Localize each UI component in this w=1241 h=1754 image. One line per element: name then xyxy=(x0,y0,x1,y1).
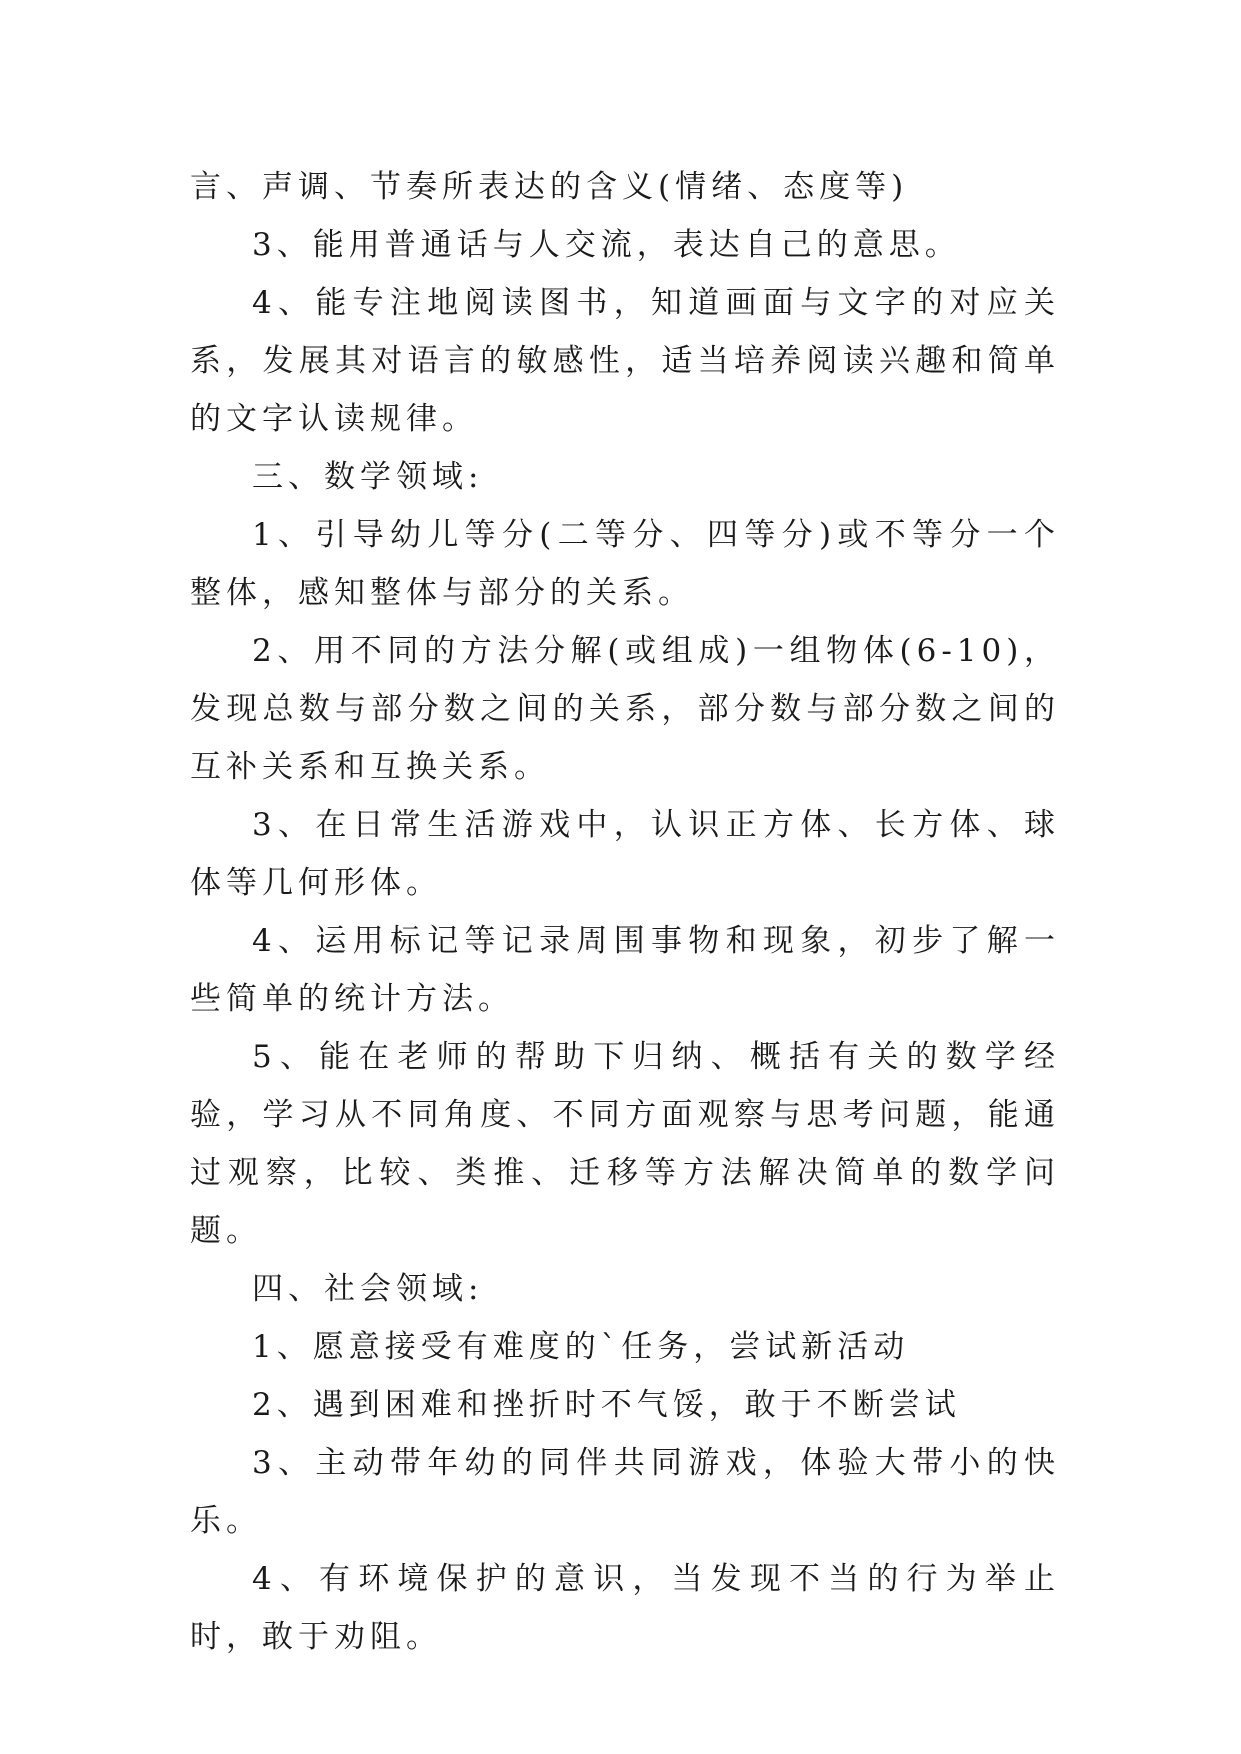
paragraph: 5、能在老师的帮助下归纳、概括有关的数学经验，学习从不同角度、不同方面观察与思考问题，能通过观察，比较、类推、迁移等方法解决简单的数学问题。 xyxy=(190,1039,1060,1249)
paragraph: 言、声调、节奏所表达的含义(情绪、态度等) xyxy=(190,169,909,205)
section-heading: 三、数学领域: xyxy=(252,459,484,495)
section-heading: 四、社会领域: xyxy=(252,1271,484,1307)
paragraph: 1、愿意接受有难度的`任务，尝试新活动 xyxy=(252,1329,910,1365)
paragraph: 4、有环境保护的意识，当发现不当的行为举止时，敢于劝阻。 xyxy=(190,1561,1060,1655)
document-body xyxy=(190,158,1060,1666)
paragraph: 2、遇到困难和挫折时不气馁，敢于不断尝试 xyxy=(252,1387,961,1423)
paragraph: 4、能专注地阅读图书，知道画面与文字的对应关系，发展其对语言的敏感性，适当培养阅读兴趣和简单的文字认读规律。 xyxy=(190,285,1060,437)
paragraph: 4、运用标记等记录周围事物和现象，初步了解一些简单的统计方法。 xyxy=(190,923,1060,1017)
paragraph: 3、主动带年幼的同伴共同游戏，体验大带小的快乐。 xyxy=(190,1445,1060,1539)
paragraph: 3、能用普通话与人交流，表达自己的意思。 xyxy=(252,227,961,263)
paragraph: 1、引导幼儿等分(二等分、四等分)或不等分一个整体，感知整体与部分的关系。 xyxy=(190,517,1060,611)
paragraph: 3、在日常生活游戏中，认识正方体、长方体、球体等几何形体。 xyxy=(190,807,1060,901)
paragraph: 2、用不同的方法分解(或组成)一组物体(6-10)，发现总数与部分数之间的关系，部分数与部分数之间的互补关系和互换关系。 xyxy=(190,633,1060,785)
